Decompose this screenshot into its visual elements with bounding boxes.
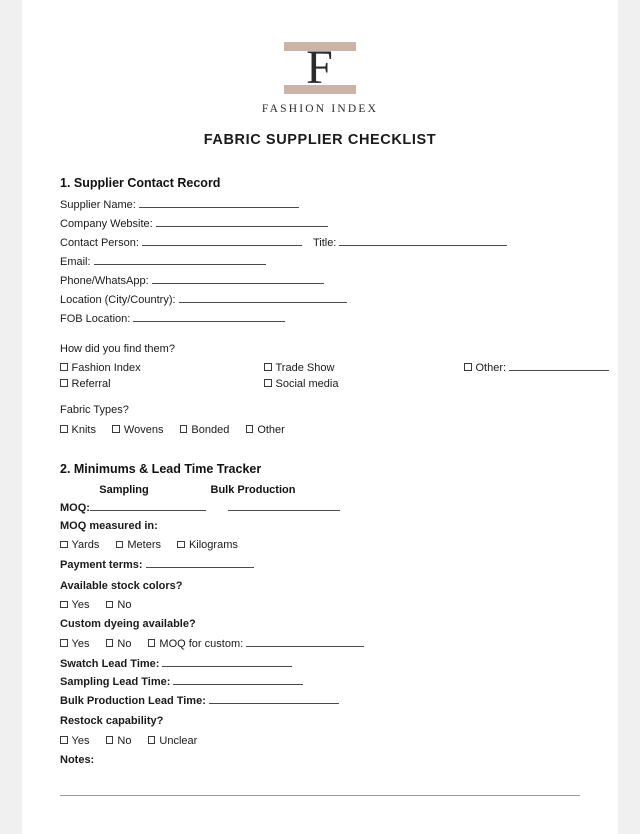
checkbox-icon[interactable]: [177, 541, 185, 549]
swatch-lead-time-label: Swatch Lead Time:: [60, 657, 160, 670]
bulk-lead-time-label: Bulk Production Lead Time:: [60, 694, 206, 707]
moq-label: MOQ:: [60, 501, 90, 514]
checkbox-bonded[interactable]: [180, 424, 229, 436]
row-moq: [60, 498, 580, 514]
option-label: Trade Show: [275, 361, 335, 374]
column-header-bulk-production: Bulk Production: [210, 483, 296, 496]
contact-fields: [60, 196, 580, 329]
option-label: Yes: [71, 734, 90, 747]
checkbox-kilograms[interactable]: [177, 539, 237, 551]
field-contact-person: [60, 234, 580, 253]
checkbox-custom-dyeing-no[interactable]: [106, 638, 132, 650]
field-supplier-name: [60, 196, 580, 215]
field-blank[interactable]: [142, 234, 302, 246]
field-fob-location: [60, 310, 580, 329]
custom-dyeing-group: [60, 634, 580, 652]
stock-colors-group: [60, 595, 580, 613]
checkbox-icon[interactable]: [60, 379, 68, 387]
checkbox-icon[interactable]: [60, 363, 68, 371]
field-label-title: Title:: [312, 237, 337, 249]
option-label: Bonded: [191, 423, 230, 436]
checkbox-icon[interactable]: [180, 425, 188, 433]
checkbox-trade-show[interactable]: [264, 362, 464, 374]
field-phone-whatsapp: [60, 272, 580, 291]
checkbox-restock-unclear[interactable]: [148, 735, 197, 747]
option-label: Yes: [71, 599, 90, 611]
section-supplier-contact-record: [60, 176, 580, 438]
sampling-lead-time-label: Sampling Lead Time:: [60, 676, 171, 688]
checkbox-stock-colors-no[interactable]: [106, 599, 132, 611]
section-1-title: 1. Supplier Contact Record: [60, 176, 221, 190]
checkbox-social-media[interactable]: [264, 378, 464, 390]
checkbox-icon[interactable]: [148, 736, 156, 744]
checkbox-icon[interactable]: [60, 425, 68, 433]
label-restock-capability: Restock capability?: [60, 715, 164, 727]
checkbox-icon[interactable]: [60, 736, 68, 744]
logo-mark: [284, 34, 356, 100]
option-label: No: [117, 734, 132, 747]
bulk-lead-time-blank[interactable]: [209, 692, 339, 704]
option-label: Knits: [71, 423, 96, 436]
checkbox-stock-colors-yes[interactable]: [60, 599, 89, 611]
checkbox-knits[interactable]: [60, 424, 96, 436]
option-label: Yards: [71, 539, 100, 551]
section-minimums-lead-time-tracker: [60, 462, 580, 797]
field-label: Email:: [60, 256, 91, 268]
checkbox-icon[interactable]: [264, 379, 272, 387]
field-blank-title[interactable]: [339, 234, 507, 246]
field-blank[interactable]: [179, 291, 347, 303]
checkbox-restock-no[interactable]: [106, 735, 132, 747]
notes-line[interactable]: [60, 795, 580, 796]
payment-terms-blank[interactable]: [146, 556, 254, 568]
checkbox-icon[interactable]: [112, 425, 120, 433]
question-how-did-you-find-them: How did you find them?: [60, 342, 175, 355]
column-header-sampling: Sampling: [99, 483, 149, 496]
checkbox-icon[interactable]: [60, 639, 68, 647]
checkbox-other-source[interactable]: [464, 359, 609, 374]
brand-logo: [60, 0, 580, 115]
checkbox-icon[interactable]: [148, 639, 156, 647]
checkbox-meters[interactable]: [116, 539, 161, 551]
row-payment-terms: [60, 556, 580, 575]
swatch-lead-time-blank[interactable]: [162, 655, 292, 667]
payment-terms-label: Payment terms:: [60, 559, 143, 571]
moq-bulk-blank[interactable]: [228, 498, 340, 511]
checkbox-yards[interactable]: [60, 539, 99, 551]
checkbox-icon[interactable]: [106, 736, 114, 744]
field-location: [60, 291, 580, 310]
other-source-blank[interactable]: [509, 359, 609, 371]
checkbox-referral[interactable]: [60, 378, 264, 390]
checkbox-moq-for-custom[interactable]: [148, 635, 364, 650]
moq-sampling-blank[interactable]: [90, 498, 206, 511]
field-company-website: [60, 215, 580, 234]
checkbox-custom-dyeing-yes[interactable]: [60, 638, 89, 650]
checkbox-fashion-index[interactable]: [60, 362, 264, 374]
field-label: Supplier Name:: [60, 199, 136, 211]
option-label: Other: [257, 423, 285, 436]
row-sampling-lead-time: [60, 673, 580, 692]
option-label: Referral: [71, 377, 111, 390]
document-page: [22, 0, 618, 834]
checkbox-icon[interactable]: [60, 541, 68, 549]
moq-for-custom-blank[interactable]: [246, 635, 364, 647]
label-moq-measured-in: MOQ measured in:: [60, 519, 158, 532]
field-label: FOB Location:: [60, 313, 131, 325]
section-2-title: 2. Minimums & Lead Time Tracker: [60, 461, 262, 476]
option-label: Meters: [127, 539, 161, 551]
field-blank[interactable]: [156, 215, 328, 227]
field-blank[interactable]: [94, 253, 266, 265]
brand-name: FASHION INDEX: [261, 103, 379, 115]
row-bulk-lead-time: [60, 692, 580, 711]
logo-letter: F: [306, 40, 334, 94]
field-label: Contact Person:: [60, 237, 139, 249]
field-label: Company Website:: [60, 218, 153, 230]
option-label: Social media: [275, 377, 339, 390]
option-label: Yes: [71, 637, 90, 650]
checkbox-icon[interactable]: [60, 601, 68, 609]
option-label: MOQ for custom:: [159, 637, 244, 650]
field-blank[interactable]: [133, 310, 285, 322]
checkbox-icon[interactable]: [106, 639, 114, 647]
label-available-stock-colors: Available stock colors?: [60, 579, 183, 592]
label-custom-dyeing: Custom dyeing available?: [60, 618, 196, 630]
fabric-types-group: [60, 420, 580, 438]
column-headers: [60, 484, 580, 496]
option-label: No: [117, 599, 132, 611]
field-blank[interactable]: [139, 196, 299, 208]
checkbox-wovens[interactable]: [112, 424, 163, 436]
option-label: No: [117, 637, 132, 650]
sampling-lead-time-blank[interactable]: [173, 673, 303, 685]
option-label: Other:: [475, 361, 507, 374]
option-label: Fashion Index: [71, 361, 141, 374]
restock-group: [60, 731, 580, 749]
checkbox-restock-yes[interactable]: [60, 735, 89, 747]
field-blank[interactable]: [152, 272, 324, 284]
label-notes: Notes:: [60, 753, 95, 766]
field-label: Phone/WhatsApp:: [60, 275, 149, 287]
field-label: Location (City/Country):: [60, 294, 176, 306]
checkbox-icon[interactable]: [246, 425, 254, 433]
checkbox-icon[interactable]: [464, 363, 472, 371]
page-title: FABRIC SUPPLIER CHECKLIST: [203, 132, 437, 148]
checkbox-other-fabric[interactable]: [246, 424, 285, 436]
option-label: Unclear: [159, 734, 198, 747]
checkbox-icon[interactable]: [116, 541, 124, 549]
find-options-group: [60, 359, 580, 390]
row-swatch-lead-time: [60, 655, 580, 674]
question-fabric-types: Fabric Types?: [60, 403, 129, 416]
option-label: Wovens: [123, 423, 164, 436]
moq-measured-group: [60, 535, 580, 553]
checkbox-icon[interactable]: [264, 363, 272, 371]
option-label: Kilograms: [188, 539, 238, 551]
field-email: [60, 253, 580, 272]
checkbox-icon[interactable]: [106, 601, 114, 609]
